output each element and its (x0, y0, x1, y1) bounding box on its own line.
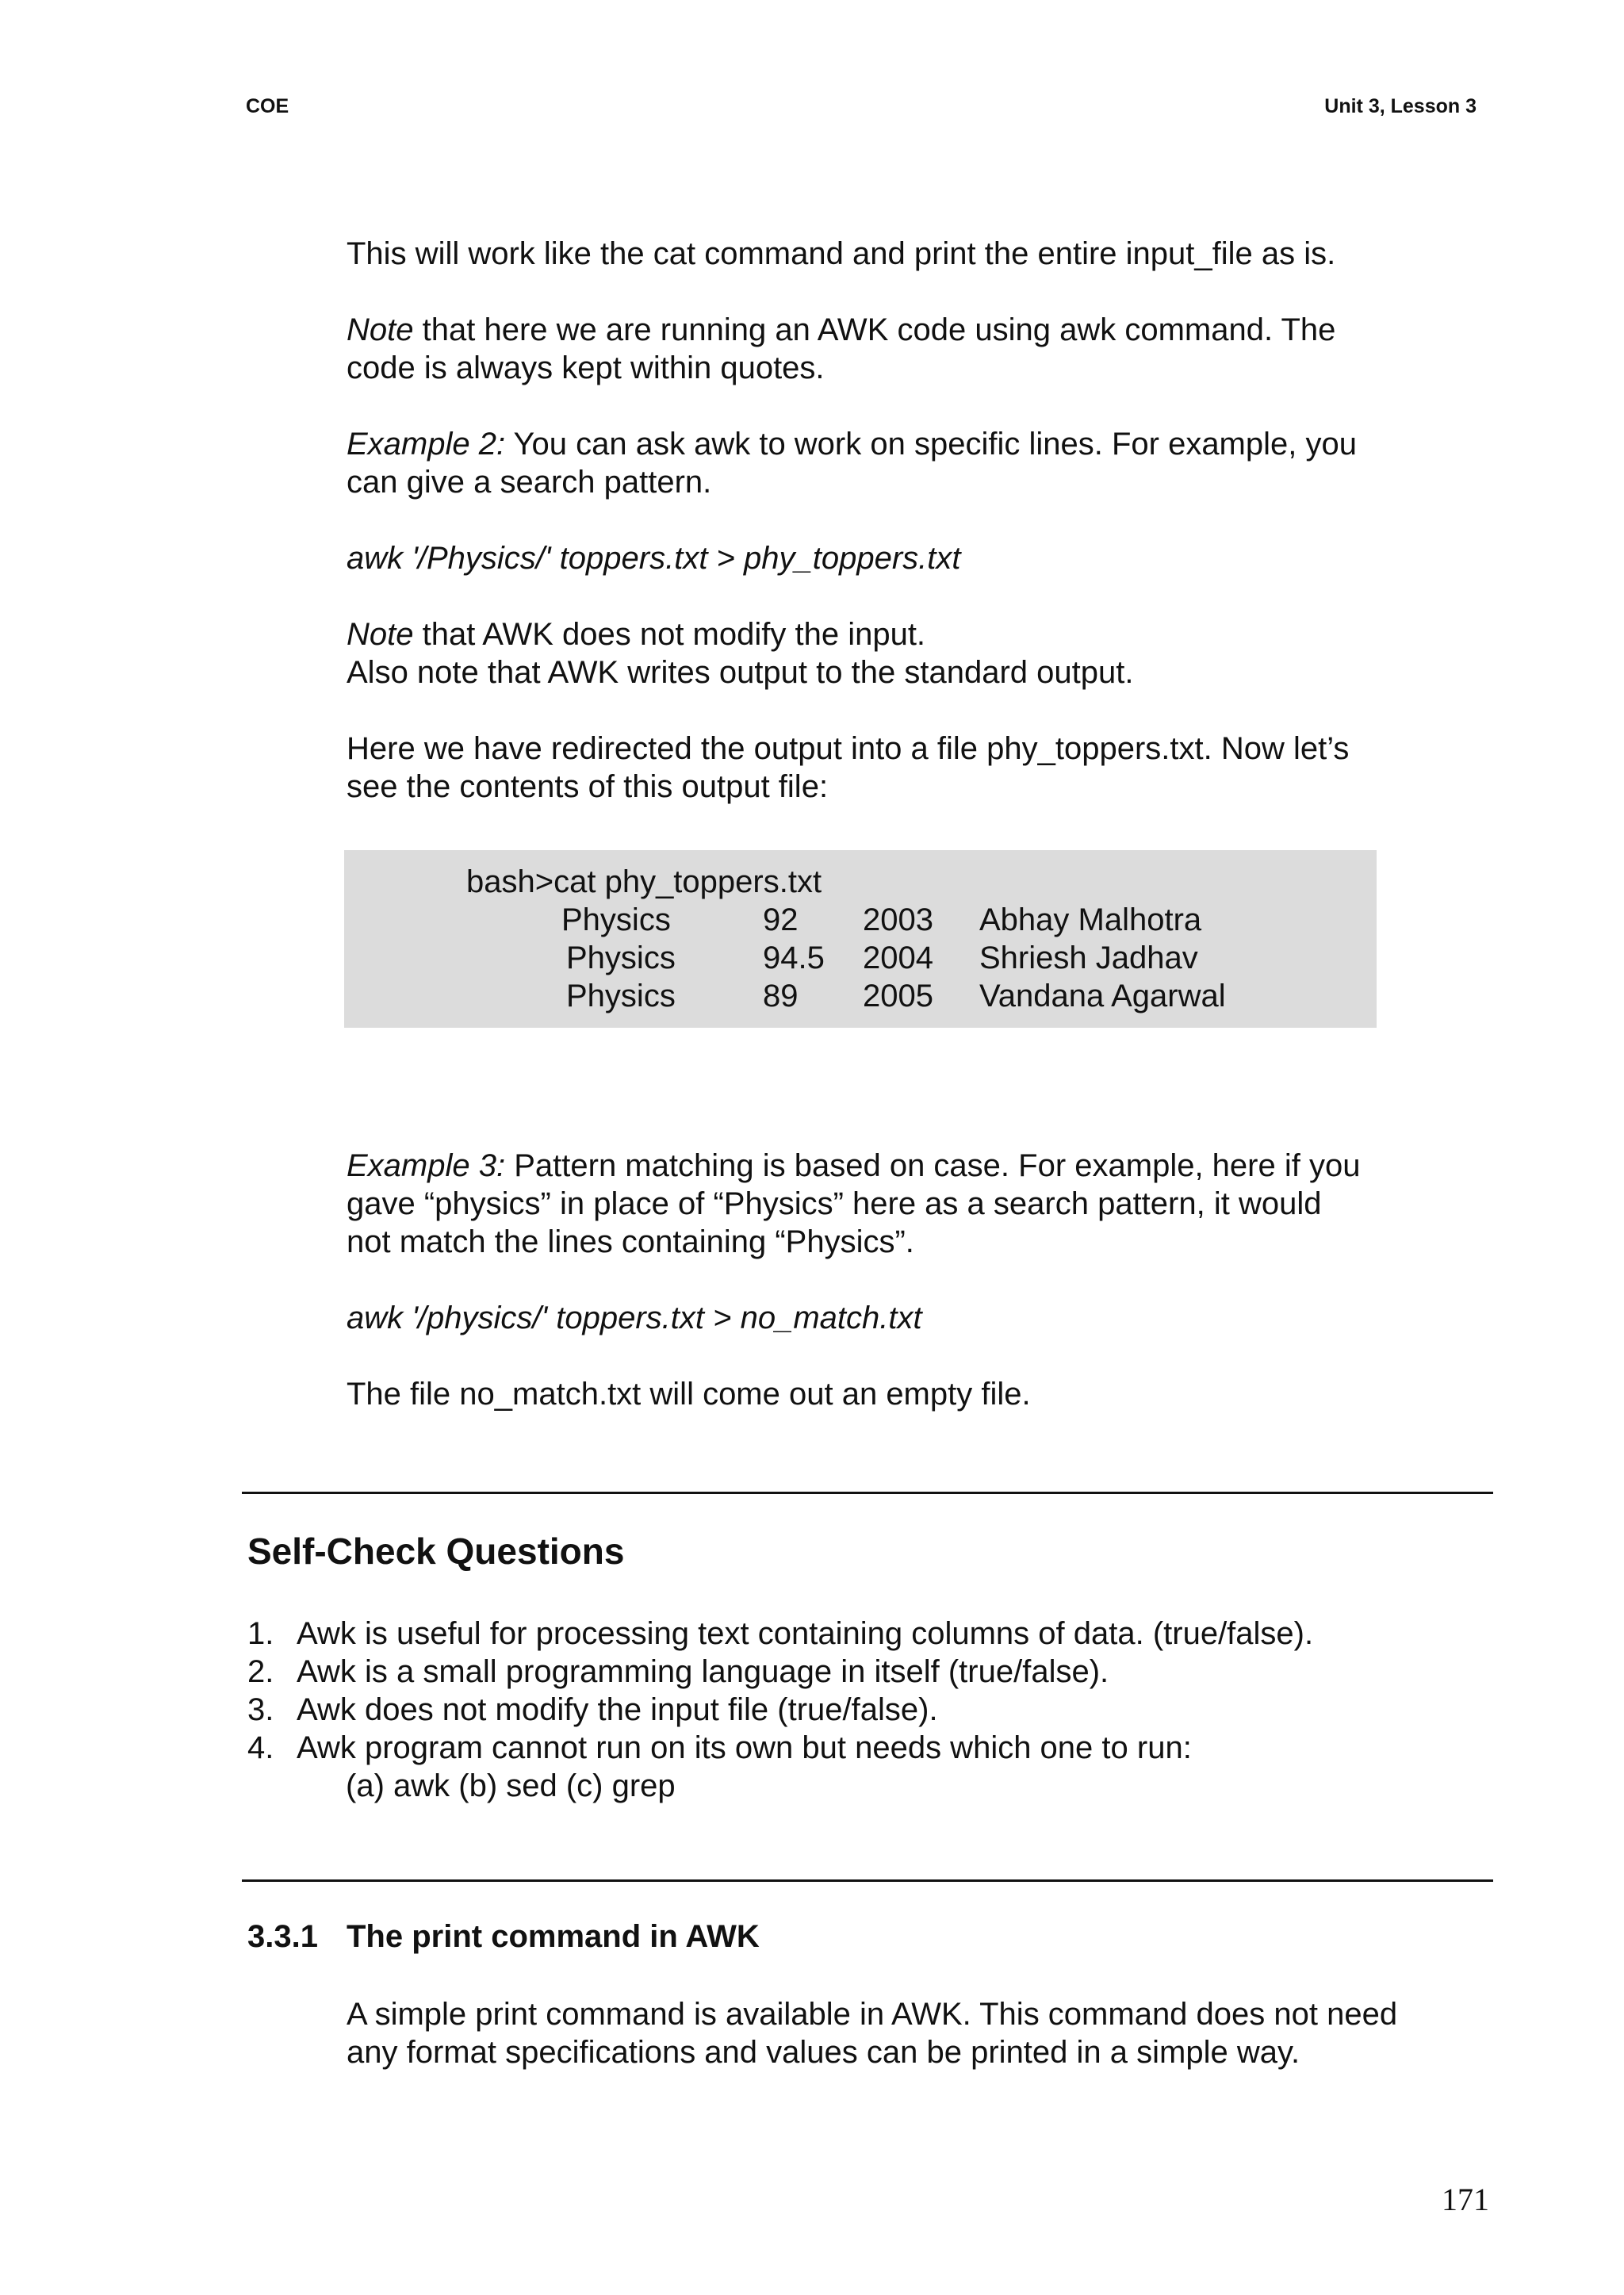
note-label: Note (347, 312, 414, 347)
section-divider-top (242, 1492, 1493, 1494)
section-number: 3.3.1 (247, 1919, 318, 1954)
cell-year: 2005 (863, 979, 933, 1013)
question-number: 4. (247, 1730, 274, 1765)
question-4-options: (a) awk (b) sed (c) grep (346, 1768, 676, 1803)
paragraph-example-3 (347, 1147, 1369, 1261)
note-text-2: that AWK does not modify the input. (413, 617, 926, 652)
paragraph-cat-text: This will work like the cat command and print the entire input_file as is. (347, 236, 1336, 271)
section-heading-3-3-1 (247, 1919, 760, 1955)
code-example-3: awk '/physics/' toppers.txt > no_match.txt (347, 1301, 922, 1335)
cell-year: 2004 (863, 941, 933, 975)
header-right: Unit 3, Lesson 3 (1324, 95, 1477, 117)
paragraph-note-modify (347, 615, 1473, 692)
cell-subject: Physics (561, 902, 671, 937)
cell-name: Vandana Agarwal (979, 979, 1226, 1013)
question-number: 2. (247, 1654, 274, 1689)
cell-score: 89 (763, 979, 799, 1013)
question-text: Awk is useful for processing text containing columns of data. (true/false). (297, 1616, 1314, 1651)
paragraph-no-match: The file no_match.txt will come out an empty file. (347, 1377, 1031, 1412)
cell-subject: Physics (566, 941, 676, 975)
example-3-text: Pattern matching is based on case. For example, here if you gave “physics” in place of “Physics” here as a search pattern, it would not match the lines containing “Physics”. (347, 1148, 1361, 1259)
example-3-label: Example 3: (347, 1148, 506, 1183)
code-example-2: awk '/Physics/' toppers.txt > phy_toppers.txt (347, 541, 961, 576)
note-label-2: Note (347, 617, 414, 652)
header-left: COE (246, 95, 289, 117)
terminal-row (344, 941, 1377, 979)
paragraph-example-2 (347, 425, 1377, 501)
question-text: Awk does not modify the input file (true/false). (297, 1692, 938, 1727)
cell-score: 92 (763, 902, 799, 937)
terminal-row (344, 902, 1377, 941)
question-number: 1. (247, 1616, 274, 1651)
question-text: Awk program cannot run on its own but needs which one to run: (297, 1730, 1192, 1765)
cell-subject: Physics (566, 979, 676, 1013)
terminal-row (344, 979, 1377, 1017)
example-2-text: You can ask awk to work on specific lines. For example, you can give a search pattern. (347, 427, 1357, 500)
cell-name: Shriesh Jadhav (979, 941, 1198, 975)
terminal-output-box (344, 850, 1377, 1028)
paragraph-redirect-text: Here we have redirected the output into a file phy_toppers.txt. Now let’s see the contents of this output file: (347, 731, 1350, 804)
paragraph-note-quotes (347, 311, 1401, 387)
cell-score: 94.5 (763, 941, 825, 975)
self-check-title: Self-Check Questions (247, 1531, 625, 1572)
terminal-command: bash>cat phy_toppers.txt (466, 864, 822, 899)
question-text: Awk is a small programming language in itself (true/false). (297, 1654, 1109, 1689)
section-divider-bottom (242, 1879, 1493, 1882)
note-text: that here we are running an AWK code using awk command. The code is always kept within quotes. (347, 312, 1336, 385)
note-line-2: Also note that AWK writes output to the standard output. (347, 655, 1134, 690)
cell-year: 2003 (863, 902, 933, 937)
section-title: The print command in AWK (347, 1919, 760, 1954)
question-number: 3. (247, 1692, 274, 1727)
paragraph-cat (347, 235, 1473, 273)
page-number: 171 (1442, 2182, 1489, 2217)
paragraph-print-command: A simple print command is available in AWK. This command does not need any format specifications and values can be printed in a simple way. (347, 1997, 1398, 2070)
example-2-label: Example 2: (347, 427, 506, 462)
cell-name: Abhay Malhotra (979, 902, 1202, 937)
paragraph-redirect (347, 730, 1369, 806)
